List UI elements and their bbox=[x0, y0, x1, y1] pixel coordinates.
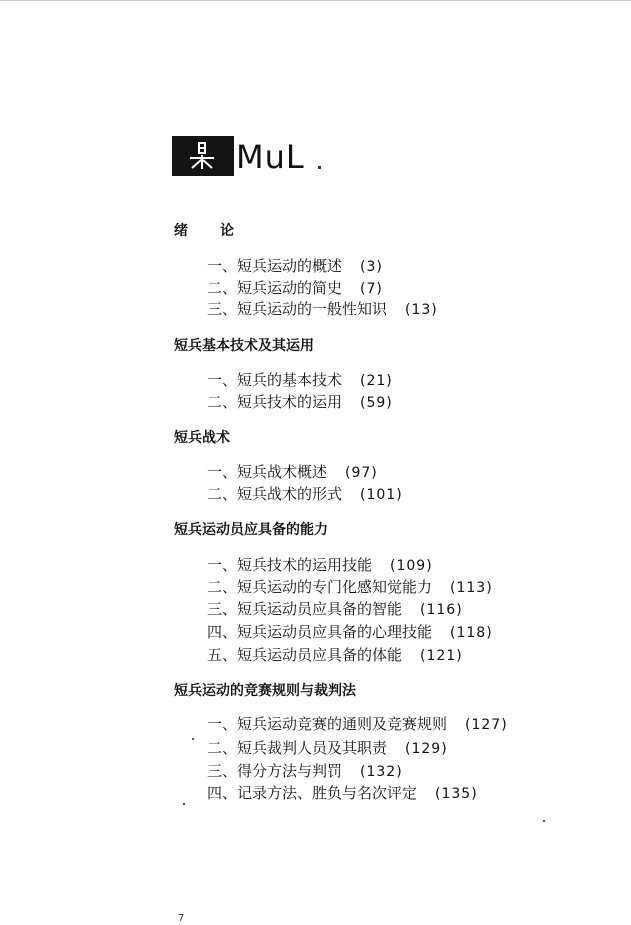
toc-item[interactable] bbox=[207, 622, 493, 643]
toc-item-page: (21) bbox=[360, 373, 393, 389]
toc-item[interactable] bbox=[207, 370, 393, 391]
toc-item-page: (121) bbox=[420, 648, 463, 664]
toc-item[interactable] bbox=[207, 645, 463, 666]
toc-item-label: 五、短兵运动员应具备的体能 bbox=[207, 646, 403, 664]
scan-speck bbox=[543, 820, 545, 822]
toc-item[interactable] bbox=[207, 555, 433, 576]
section-title-intro: 绪论 bbox=[174, 223, 266, 239]
toc-item-label: 四、短兵运动员应具备的心理技能 bbox=[207, 623, 433, 641]
toc-item-label: 二、短兵运动的专门化感知觉能力 bbox=[207, 578, 433, 596]
toc-item-page: (113) bbox=[450, 580, 493, 596]
toc-item[interactable] bbox=[207, 761, 403, 782]
toc-item-label: 一、短兵运动的概述 bbox=[207, 257, 343, 275]
toc-item-page: (118) bbox=[450, 625, 493, 641]
toc-item-page: (7) bbox=[360, 281, 383, 297]
toc-item[interactable] bbox=[207, 783, 478, 804]
toc-item-page: (127) bbox=[465, 717, 508, 733]
toc-item-page: (129) bbox=[405, 741, 448, 757]
section-title-abilities: 短兵运动员应具备的能力 bbox=[174, 522, 328, 538]
logo-dot bbox=[318, 166, 321, 169]
top-rule bbox=[0, 0, 631, 1]
toc-item-page: (97) bbox=[345, 465, 378, 481]
toc-item-label: 一、短兵运动竞赛的通则及竞赛规则 bbox=[207, 715, 448, 733]
toc-item[interactable] bbox=[207, 462, 378, 483]
toc-item-page: (109) bbox=[390, 558, 433, 574]
toc-item-label: 一、短兵战术概述 bbox=[207, 463, 328, 481]
toc-item[interactable] bbox=[207, 599, 463, 620]
toc-item[interactable] bbox=[207, 714, 508, 735]
toc-item-label: 三、短兵运动员应具备的智能 bbox=[207, 600, 403, 618]
scan-speck bbox=[183, 803, 185, 805]
toc-item[interactable] bbox=[207, 484, 403, 505]
toc-item-page: (101) bbox=[360, 487, 403, 503]
contents-logo bbox=[172, 136, 332, 176]
section-title-tactics: 短兵战术 bbox=[174, 430, 230, 446]
toc-item-page: (3) bbox=[360, 259, 383, 275]
toc-item-page: (59) bbox=[360, 395, 393, 411]
toc-item-label: 一、短兵的基本技术 bbox=[207, 371, 343, 389]
scan-speck bbox=[192, 738, 194, 740]
logo-text: MuL bbox=[236, 138, 305, 176]
section-title-rules: 短兵运动的竞赛规则与裁判法 bbox=[174, 683, 356, 699]
toc-item[interactable] bbox=[207, 278, 383, 299]
toc-item[interactable] bbox=[207, 299, 438, 320]
toc-item-label: 二、短兵技术的运用 bbox=[207, 393, 343, 411]
toc-item[interactable] bbox=[207, 392, 393, 413]
toc-item[interactable] bbox=[207, 256, 383, 277]
logo-glyph-icon bbox=[188, 142, 216, 170]
logo-black-box bbox=[172, 136, 234, 176]
toc-item-label: 二、短兵裁判人员及其职责 bbox=[207, 739, 388, 757]
toc-item-label: 二、短兵运动的简史 bbox=[207, 279, 343, 297]
toc-item-page: (116) bbox=[420, 602, 463, 618]
section-title-techniques: 短兵基本技术及其运用 bbox=[174, 338, 314, 354]
toc-item-label: 三、短兵运动的一般性知识 bbox=[207, 300, 388, 318]
toc-item-page: (13) bbox=[405, 302, 438, 318]
toc-item-label: 三、得分方法与判罚 bbox=[207, 762, 343, 780]
toc-item-label: 一、短兵技术的运用技能 bbox=[207, 556, 373, 574]
toc-item-page: (132) bbox=[360, 764, 403, 780]
toc-item[interactable] bbox=[207, 738, 448, 759]
toc-item-label: 四、记录方法、胜负与名次评定 bbox=[207, 784, 418, 802]
toc-item-page: (135) bbox=[435, 786, 478, 802]
toc-item-label: 二、短兵战术的形式 bbox=[207, 485, 343, 503]
toc-item[interactable] bbox=[207, 577, 493, 598]
page-mark: 7 bbox=[178, 913, 185, 924]
